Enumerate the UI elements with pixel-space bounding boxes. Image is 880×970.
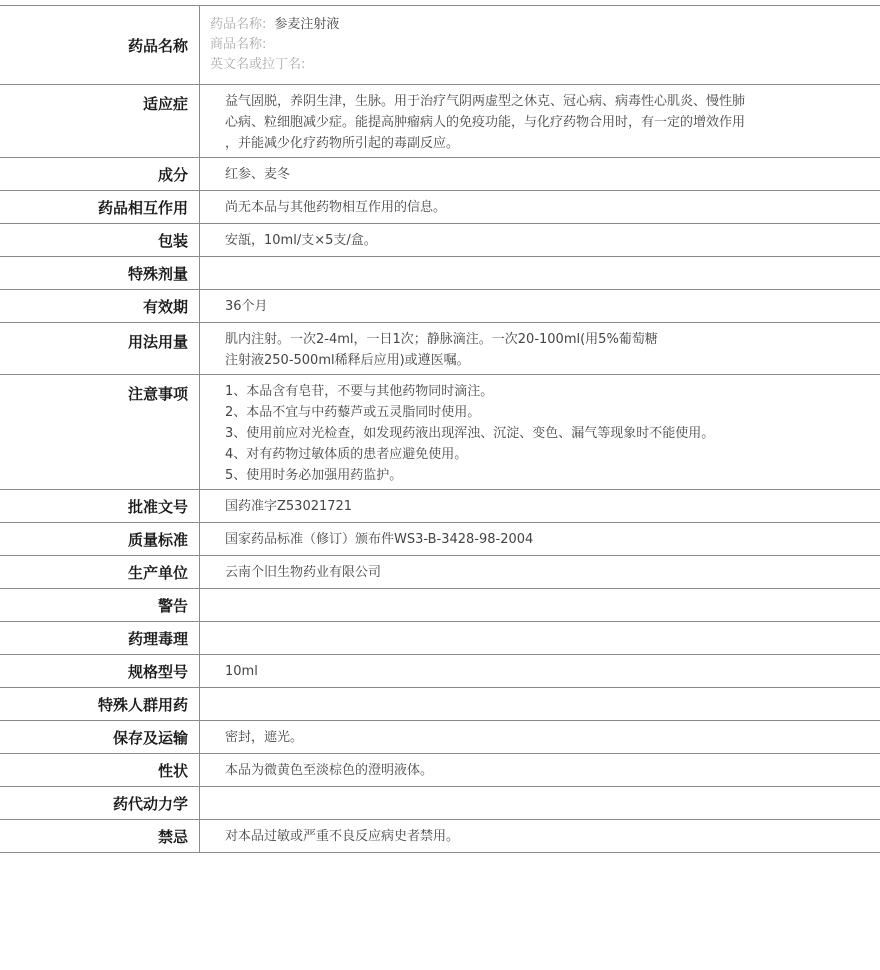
indication-line: 益气固脱，养阴生津，生脉。用于治疗气阴两虚型之休克、冠心病、病毒性心肌炎、慢性肺 [225,94,746,109]
precaution-item: 1、本品含有皂苷，不要与其他药物同时滴注。 [225,384,494,399]
precaution-item: 2、本品不宜与中药藜芦或五灵脂同时使用。 [225,405,481,420]
precaution-item: 5、使用时务必加强用药监护。 [225,468,403,483]
row-drug-name [0,6,880,85]
row-label: 有效期 [0,290,200,322]
usage-line: 注射液250-500ml稀释后应用)或遵医嘱。 [225,353,470,368]
latin-name-key: 英文名或拉丁名: [210,57,306,72]
row-label: 药理毒理 [0,622,200,654]
row-label: 警告 [0,589,200,621]
indication-line: ，并能减少化疗药物所引起的毒副反应。 [225,136,460,151]
row-label: 药代动力学 [0,787,200,819]
row-label: 批准文号 [0,490,200,522]
row-value: 10ml [225,663,258,679]
row-label: 适应症 [0,85,200,157]
row-label: 特殊剂量 [0,257,200,289]
row-value [200,688,880,720]
trade-name-key: 商品名称: [210,37,267,52]
row-appearance [0,754,880,787]
row-value: 对本品过敏或严重不良反应病史者禁用。 [225,828,460,844]
row-approval [0,490,880,523]
precautions-list [200,375,880,489]
indication-text [200,85,880,157]
trade-name-line [210,35,880,55]
usage-line: 肌内注射。一次2-4ml，一日1次；静脉滴注。一次20-100ml(用5%葡萄糖 [225,332,658,347]
usage-text [200,323,880,374]
row-value: 本品为微黄色至淡棕色的澄明液体。 [225,762,434,778]
drug-info-table [0,5,880,853]
row-label: 特殊人群用药 [0,688,200,720]
row-value: 36个月 [225,298,268,314]
row-standard [0,523,880,556]
row-value: 红参、麦冬 [225,166,291,182]
drug-name-line [210,15,880,35]
row-interaction [0,191,880,224]
row-composition [0,158,880,191]
row-label: 禁忌 [0,820,200,852]
latin-name-line [210,55,880,75]
row-value [200,589,880,621]
drug-name-value: 参麦注射液 [274,17,340,32]
row-label: 规格型号 [0,655,200,687]
row-label: 成分 [0,158,200,190]
row-special-dose [0,257,880,290]
row-indication [0,85,880,158]
row-value: 尚无本品与其他药物相互作用的信息。 [225,199,447,215]
row-precautions [0,375,880,490]
row-value [200,622,880,654]
row-validity [0,290,880,323]
row-value: 国家药品标准（修订）颁布件WS3-B-3428-98-2004 [225,531,534,547]
row-label: 包装 [0,224,200,256]
row-spec [0,655,880,688]
row-pharmacokinetics [0,787,880,820]
row-label: 生产单位 [0,556,200,588]
row-warning [0,589,880,622]
row-label: 质量标准 [0,523,200,555]
row-value: 安瓿，10ml/支×5支/盒。 [225,232,377,248]
row-usage [0,323,880,375]
drug-name-key: 药品名称: [210,17,267,32]
row-value: 国药准字Z53021721 [225,498,353,514]
precaution-item: 3、使用前应对光检查，如发现药液出现浑浊、沉淀、变色、漏气等现象时不能使用。 [225,426,715,441]
row-label: 药品相互作用 [0,191,200,223]
row-special-groups [0,688,880,721]
row-package [0,224,880,257]
row-label: 保存及运输 [0,721,200,753]
row-value [200,257,880,289]
drug-name-cell [200,6,880,84]
row-label: 性状 [0,754,200,786]
row-label: 用法用量 [0,323,200,374]
row-manufacturer [0,556,880,589]
row-value: 密封，遮光。 [225,729,304,745]
precaution-item: 4、对有药物过敏体质的患者应避免使用。 [225,447,468,462]
indication-line: 心病、粒细胞减少症。能提高肿瘤病人的免疫功能，与化疗药物合用时，有一定的增效作用 [225,115,746,130]
row-label: 药品名称 [0,6,200,84]
row-label: 注意事项 [0,375,200,489]
row-storage [0,721,880,754]
row-toxicology [0,622,880,655]
row-value: 云南个旧生物药业有限公司 [225,564,382,580]
row-value [200,787,880,819]
row-contraindication [0,820,880,853]
